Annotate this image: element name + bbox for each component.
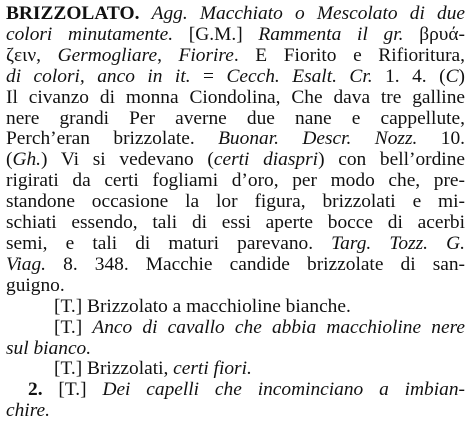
text-run: nere grandi Per averne due nane e cappellute,	[6, 107, 465, 129]
text-run: Il civanzo di monna Ciondolina, Che dava tre galline	[6, 86, 465, 108]
headword: BRIZZOLATO	[6, 3, 135, 24]
text-run: 10.	[417, 128, 465, 150]
text-run: ) con bell’ordine	[318, 149, 465, 171]
entry-line	[6, 88, 465, 109]
text-run: Brizzolato a macchioline bianche.	[87, 295, 351, 317]
entry-line	[6, 25, 465, 46]
text-run: standone occasione la lor figura, brizzolati e mi-	[6, 191, 465, 213]
text-run: 1. 4. (	[372, 65, 446, 87]
entry-line	[6, 4, 465, 25]
text-run: ) Vi si vedevano (	[41, 149, 214, 171]
entry-line	[6, 276, 465, 297]
text-run: [G.M.]	[173, 23, 259, 45]
text-run: sul bianco.	[6, 337, 92, 359]
text-run: Germogliare	[57, 44, 158, 66]
entry-line	[6, 255, 465, 276]
text-run: Rammenta il gr.	[258, 23, 404, 45]
text-run: Cecch. Esalt. Cr.	[226, 65, 373, 87]
text-run: [T.]	[54, 316, 93, 338]
entry-line	[6, 171, 465, 192]
entry-line	[6, 129, 465, 150]
text-run: Agg. Macchiato o Mescolato di due	[151, 3, 465, 24]
text-run: C	[445, 65, 459, 87]
text-run: =	[190, 65, 227, 87]
text-run: [T.]	[54, 358, 88, 380]
text-run: di colori, anco in it.	[6, 65, 191, 87]
text-run: ,	[36, 44, 58, 66]
text-run: Perch’eran brizzolate.	[6, 128, 195, 150]
text-run: Targ. Tozz. G.	[313, 232, 465, 254]
entry-line	[6, 234, 465, 255]
entry-line	[6, 318, 465, 339]
entry-line	[6, 46, 465, 67]
entry-line	[6, 339, 465, 360]
text-run: βρυά-	[403, 23, 465, 45]
entry-line	[6, 192, 465, 213]
text-run: Fiorire	[178, 44, 234, 66]
dictionary-entry	[6, 4, 466, 422]
text-run: Anco di cavallo che abbia macchioline nere	[92, 316, 466, 338]
entry-line	[6, 359, 465, 380]
entry-line	[6, 213, 465, 234]
text-run: Buonar. Descr. Nozz.	[194, 128, 418, 150]
text-run: schiati essendo, tali di essi aperte bocce di acerbi	[6, 212, 465, 234]
text-run: 2.	[28, 379, 59, 401]
text-run: certi diaspri	[213, 149, 319, 171]
text-run: )	[458, 65, 465, 87]
entry-line	[6, 401, 465, 422]
text-run: [T.]	[58, 379, 103, 401]
entry-line	[6, 297, 465, 318]
text-run: Gh.	[12, 149, 42, 171]
text-run: rigirati da certi fogliami d’oro, per modo che, pre-	[6, 170, 465, 192]
text-run: Brizzolati,	[87, 358, 174, 380]
text-run: certi fiori.	[173, 358, 252, 380]
text-run: chire.	[6, 400, 50, 422]
text-run: Dei capelli che incominciano a imbian-	[102, 379, 465, 401]
text-run: .	[134, 3, 152, 24]
text-run: 8. 348. Macchie candide brizzolate di san-	[46, 253, 465, 275]
text-run: guigno.	[6, 274, 65, 296]
text-run: semi, e tali di maturi parevano.	[6, 232, 314, 254]
text-run: ζειν	[6, 44, 37, 66]
entry-line	[6, 150, 465, 171]
entry-line	[6, 109, 465, 130]
text-run: colori minutamente.	[6, 23, 174, 45]
text-run: ,	[157, 44, 179, 66]
text-run: Viag.	[6, 253, 47, 275]
text-run: [T.]	[54, 295, 88, 317]
entry-line	[6, 380, 465, 401]
text-run: (	[6, 149, 13, 171]
entry-line	[6, 67, 465, 88]
text-run: . E Fiorito e Rifioritura,	[233, 44, 465, 66]
